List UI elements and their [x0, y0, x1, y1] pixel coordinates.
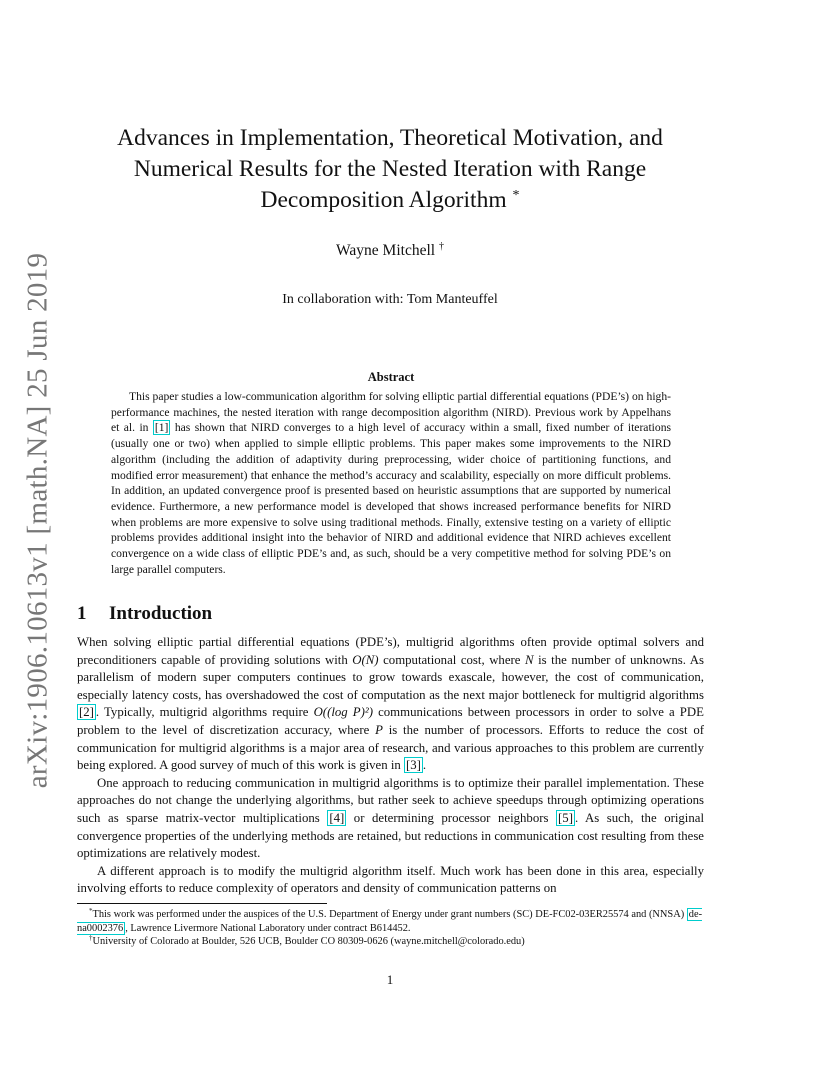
grant-link[interactable]: de-na0002376	[77, 909, 703, 934]
abstract-text-2: has shown that NIRD converges to a high level of accuracy within a small, fixed number of iterations (usually one or two) when applied to simple elliptic problems. This paper makes some improvements to the NIRD algorithm (including the addition of adaptivity during preprocessing, wider choice of partitioning functions, and modified error measurement) that enhance the method’s accuracy and scalability, especially on more difficult problems. In addition, an updated convergence proof is presented based on heuristic assumptions that are supported by numerical evidence. Furthermore, a new performance model is developed that shows increased performance benefits for NIRD when problems are more expensive to solve using traditional methods. Finally, extensive testing on a variety of elliptic problems provides additional insight into the behavior of NIRD and additional evidence that NIRD achieves excellent convergence on a wide class of elliptic PDE’s and, as such, should be a very competitive method for solving PDE’s on large parallel computers.	[111, 421, 671, 576]
title-line-3: Decomposition Algorithm	[260, 187, 507, 213]
abstract-body	[111, 389, 671, 577]
text-run: When solving elliptic partial differential equations (PDE’s), multigrid algorithms often provide optimal solvers and preconditioners capable of providing solutions with	[77, 635, 704, 667]
title-line-2: Numerical Results for the Nested Iteration with Range	[133, 156, 647, 182]
citation-link-3[interactable]: [3]	[406, 758, 421, 773]
citation-link-4[interactable]: [4]	[329, 810, 345, 825]
text-run: One approach to reducing communication in multigrid algorithms is to optimize their parallel implementation. These approaches do not change the underlying algorithms, but rather seek to achieve speedups through optimizing operations such as sparse matrix-vector multiplications	[77, 775, 704, 825]
paper-title	[90, 123, 690, 216]
intro-paragraph-1	[77, 634, 704, 775]
section-heading	[77, 603, 704, 625]
abstract-text-1: This paper studies a low-communication algorithm for solving elliptic partial differential equations (PDE’s) on high-performance machines, the nested iteration with range decomposition algorithm (NIRD). Previous work by Appelhans et al. in	[111, 390, 671, 435]
math-expression: O((log P)²)	[313, 705, 373, 720]
footnote-2	[77, 935, 704, 949]
text-run: .	[422, 758, 427, 773]
text-run: computational cost, where	[378, 652, 525, 667]
footnote-divider	[77, 903, 327, 904]
text-run: communications between processors in order to solve a PDE problem to the level of discretization accuracy, where	[77, 705, 704, 737]
title-line-1: Advances in Implementation, Theoretical Motivation, and	[117, 125, 663, 151]
footnote-text: , Lawrence Livermore National Laboratory under contract B614452.	[125, 922, 411, 934]
text-run: . Typically, multigrid algorithms require	[95, 705, 314, 720]
text-run: is the number of unknowns. As parallelism of modern super computers continues to grow towards exascale, however, the cost of communication, especially latency costs, has overshadowed the cost of computation as the next major bottleneck for multigrid algorithms	[77, 652, 704, 702]
abstract-heading: Abstract	[367, 370, 415, 384]
math-expression: N	[525, 652, 534, 667]
arxiv-identifier-stamp	[16, 252, 60, 788]
text-run: or determining processor neighbors	[346, 810, 557, 825]
citation-link-5[interactable]: [5]	[558, 810, 573, 825]
text-run: . As such, the original convergence properties of the underlying methods are retained, but reductions in communication cost resulting from these optimizations are relatively modest.	[77, 810, 704, 861]
footnote-text: University of Colorado at Boulder, 526 UCB, Boulder CO 80309-0626 (wayne.mitchell@colorado.edu)	[92, 936, 525, 948]
footnotes	[77, 908, 704, 949]
math-expression: O(N)	[352, 652, 379, 667]
section-number: 1	[77, 603, 87, 624]
intro-paragraph-2	[77, 775, 704, 863]
introduction-section	[77, 603, 704, 898]
author-name: Wayne Mitchell	[336, 242, 436, 259]
text-run: A different approach is to modify the multigrid algorithm itself. Much work has been done in this area, especially involving efforts to reduce complexity of operators and density of communication patterns on	[77, 863, 704, 896]
author-footnote-mark: †	[438, 241, 444, 252]
text-run: is the number of processors. Efforts to reduce the cost of communication for multigrid algorithms is a major area of research, and various approaches to this problem are currently being explored. A good survey of much of this work is given in	[77, 722, 704, 773]
section-title: Introduction	[109, 603, 213, 624]
collaboration-note: In collaboration with: Tom Manteuffel	[282, 292, 498, 307]
title-footnote-mark: *	[512, 188, 520, 203]
footnote-mark: †	[89, 934, 93, 943]
page-number: 1	[386, 972, 394, 987]
math-expression: P	[375, 722, 383, 737]
abstract	[111, 370, 671, 577]
intro-paragraph-3	[77, 863, 704, 898]
arxiv-identifier-text: arXiv:1906.10613v1 [math.NA] 25 Jun 2019	[21, 252, 54, 788]
citation-link-2[interactable]: [2]	[79, 705, 94, 720]
footnote-mark: *	[89, 907, 93, 915]
citation-link-1[interactable]: [1]	[154, 421, 169, 435]
footnote-text: This work was performed under the auspices of the U.S. Department of Energy under grant numbers (SC) DE-FC02-03ER25574 and (NNSA)	[92, 909, 687, 920]
title-block	[90, 123, 690, 260]
footnote-1	[77, 908, 704, 935]
author-line	[90, 242, 690, 260]
